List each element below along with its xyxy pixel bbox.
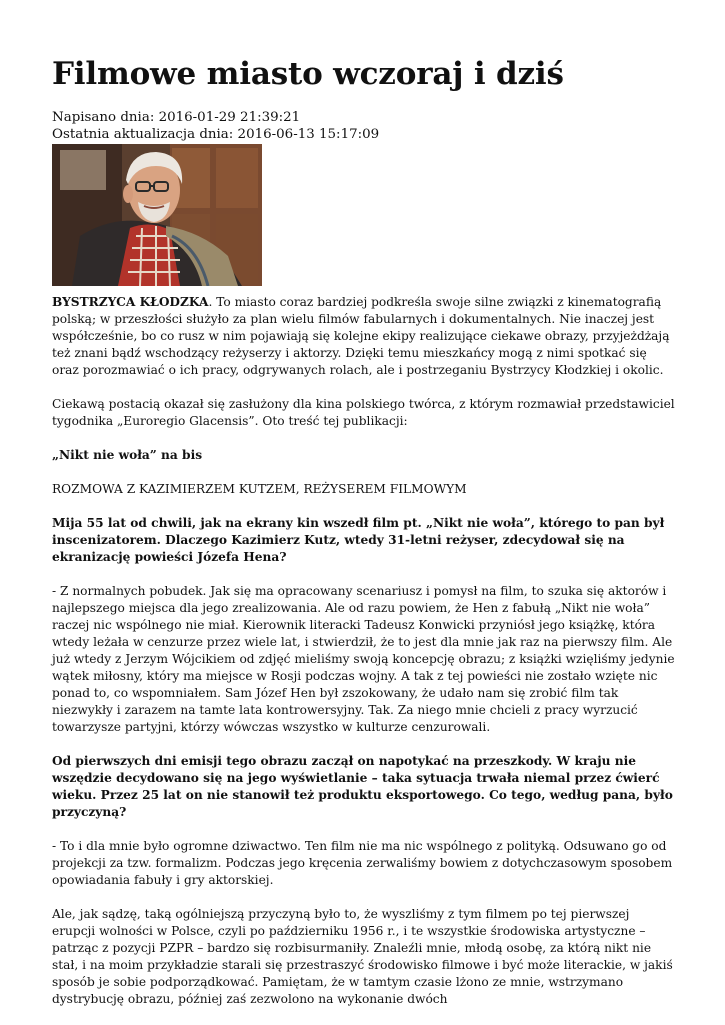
- interview-question: Od pierwszych dni emisji tego obrazu zaczął on napotykać na przeszkody. W kraju nie wszędzie decydowano się na jego wyświetlanie – taka sytuacja trwała niemal przez ćwierć wieku. Przez 25 lat on nie stanowił też produktu eksportowego. Co tego, według pana, było przyczyną?: [52, 754, 673, 819]
- subheading: „Nikt nie woła” na bis: [52, 448, 203, 462]
- article-body: [52, 294, 676, 1025]
- updated-date: Ostatnia aktualizacja dnia: 2016-06-13 15:17:09: [52, 127, 380, 142]
- intro-paragraph: [52, 294, 676, 379]
- interview-answer: - Z normalnych pobudek. Jak się ma opracowany scenariusz i pomysł na film, to szuka się aktorów i najlepszego miejsca dla jego zrealizowania. Ale od razu powiem, że Hen z fabułą „Nikt nie woła” raczej nic wspólnego nie miał. Kierownik literacki Tadeusz Konwicki przyniósł jego książkę, która wtedy leżała w cenzurze przez wiele lat, i stwierdził, że to jest dla mnie jak raz na pierwszy film. Ale już wtedy z Jerzym Wójcikiem od zdjęć mieliśmy swoją koncepcję obrazu; z książki wzięliśmy jedynie wątek miłosny, który ma miejsce w Rosji podczas wojny. A tak z tej powieści nie zostało wzięte nic ponad to, co wspomniałem. Sam Józef Hen był zszokowany, że udało nam się zrobić film tak niezwykły i zarazem na tamte lata kontrowersyjny. Tak. Za niego mnie chcieli z pracy wyrzucić towarzysze partyjni, którzy wówczas wszystko w kulturze cenzurowali.: [52, 584, 675, 734]
- interview-answer: - To i dla mnie było ogromne dziwactwo. Ten film nie ma nic wspólnego z polityką. Odsuwano go od projekcji za tzw. formalizm. Podczas jego kręcenia zerwaliśmy bowiem z dotychczasowym sposobem opowiadania fabuły i gry aktorskiej.: [52, 839, 673, 887]
- published-date: Napisano dnia: 2016-01-29 21:39:21: [52, 110, 301, 125]
- interview-question: Mija 55 lat od chwili, jak na ekrany kin wszedł film pt. „Nikt nie woła”, którego to pan był inscenizatorem. Dlaczego Kazimierz Kutz, wtedy 31-letni reżyser, zdecydował się na ekranizację powieści Józefa Hena?: [52, 516, 665, 564]
- interview-caption: ROZMOWA Z KAZIMIERZEM KUTZEM, REŻYSEREM FILMOWYM: [52, 482, 467, 496]
- article-photo: [52, 144, 262, 286]
- location-dateline: BYSTRZYCA KŁODZKA: [52, 295, 209, 309]
- interview-answer: Ale, jak sądzę, taką ogólniejszą przyczyną było to, że wyszliśmy z tym filmem po tej pierwszej erupcji wolności w Polsce, czyli po październiku 1956 r., i te wszystkie środowiska artystyczne – patrząc z pozycji PZPR – bardzo się rozbisurmaniły. Znaleźli mnie, młodą osobę, za którą nikt nie stał, i na moim przykładzie starali się przestraszyć środowisko filmowe i być może literackie, w jakiś sposób je sobie podporządkować. Pamiętam, że w tamtym czasie lżono ze mnie, wstrzymano dystrybucję obrazu, później zaś zezwolono na wykonanie dwóch: [52, 907, 673, 1006]
- article-title: Filmowe miasto wczoraj i dziś: [52, 56, 564, 92]
- paragraph: Ciekawą postacią okazał się zasłużony dla kina polskiego twórca, z którym rozmawiał przedstawiciel tygodnika „Euroregio Glacensis”. Oto treść tej publikacji:: [52, 397, 675, 428]
- intro-text: . To miasto coraz bardziej podkreśla swoje silne związki z kinematografią polską; w przeszłości służyło za plan wielu filmów fabularnych i dokumentalnych. Nie inaczej jest współcześnie, bo co rusz w nim pojawiają się kolejne ekipy realizujące ciekawe obrazy, przyjeżdżają też znani bądź wschodzący reżyserzy i aktorzy. Dzięki temu mieszkańcy mogą z nimi spotkać się oraz porozmawiać o ich pracy, odgrywanych rolach, ale i postrzeganiu Bystrzycy Kłodzkiej i okolic.: [52, 295, 670, 377]
